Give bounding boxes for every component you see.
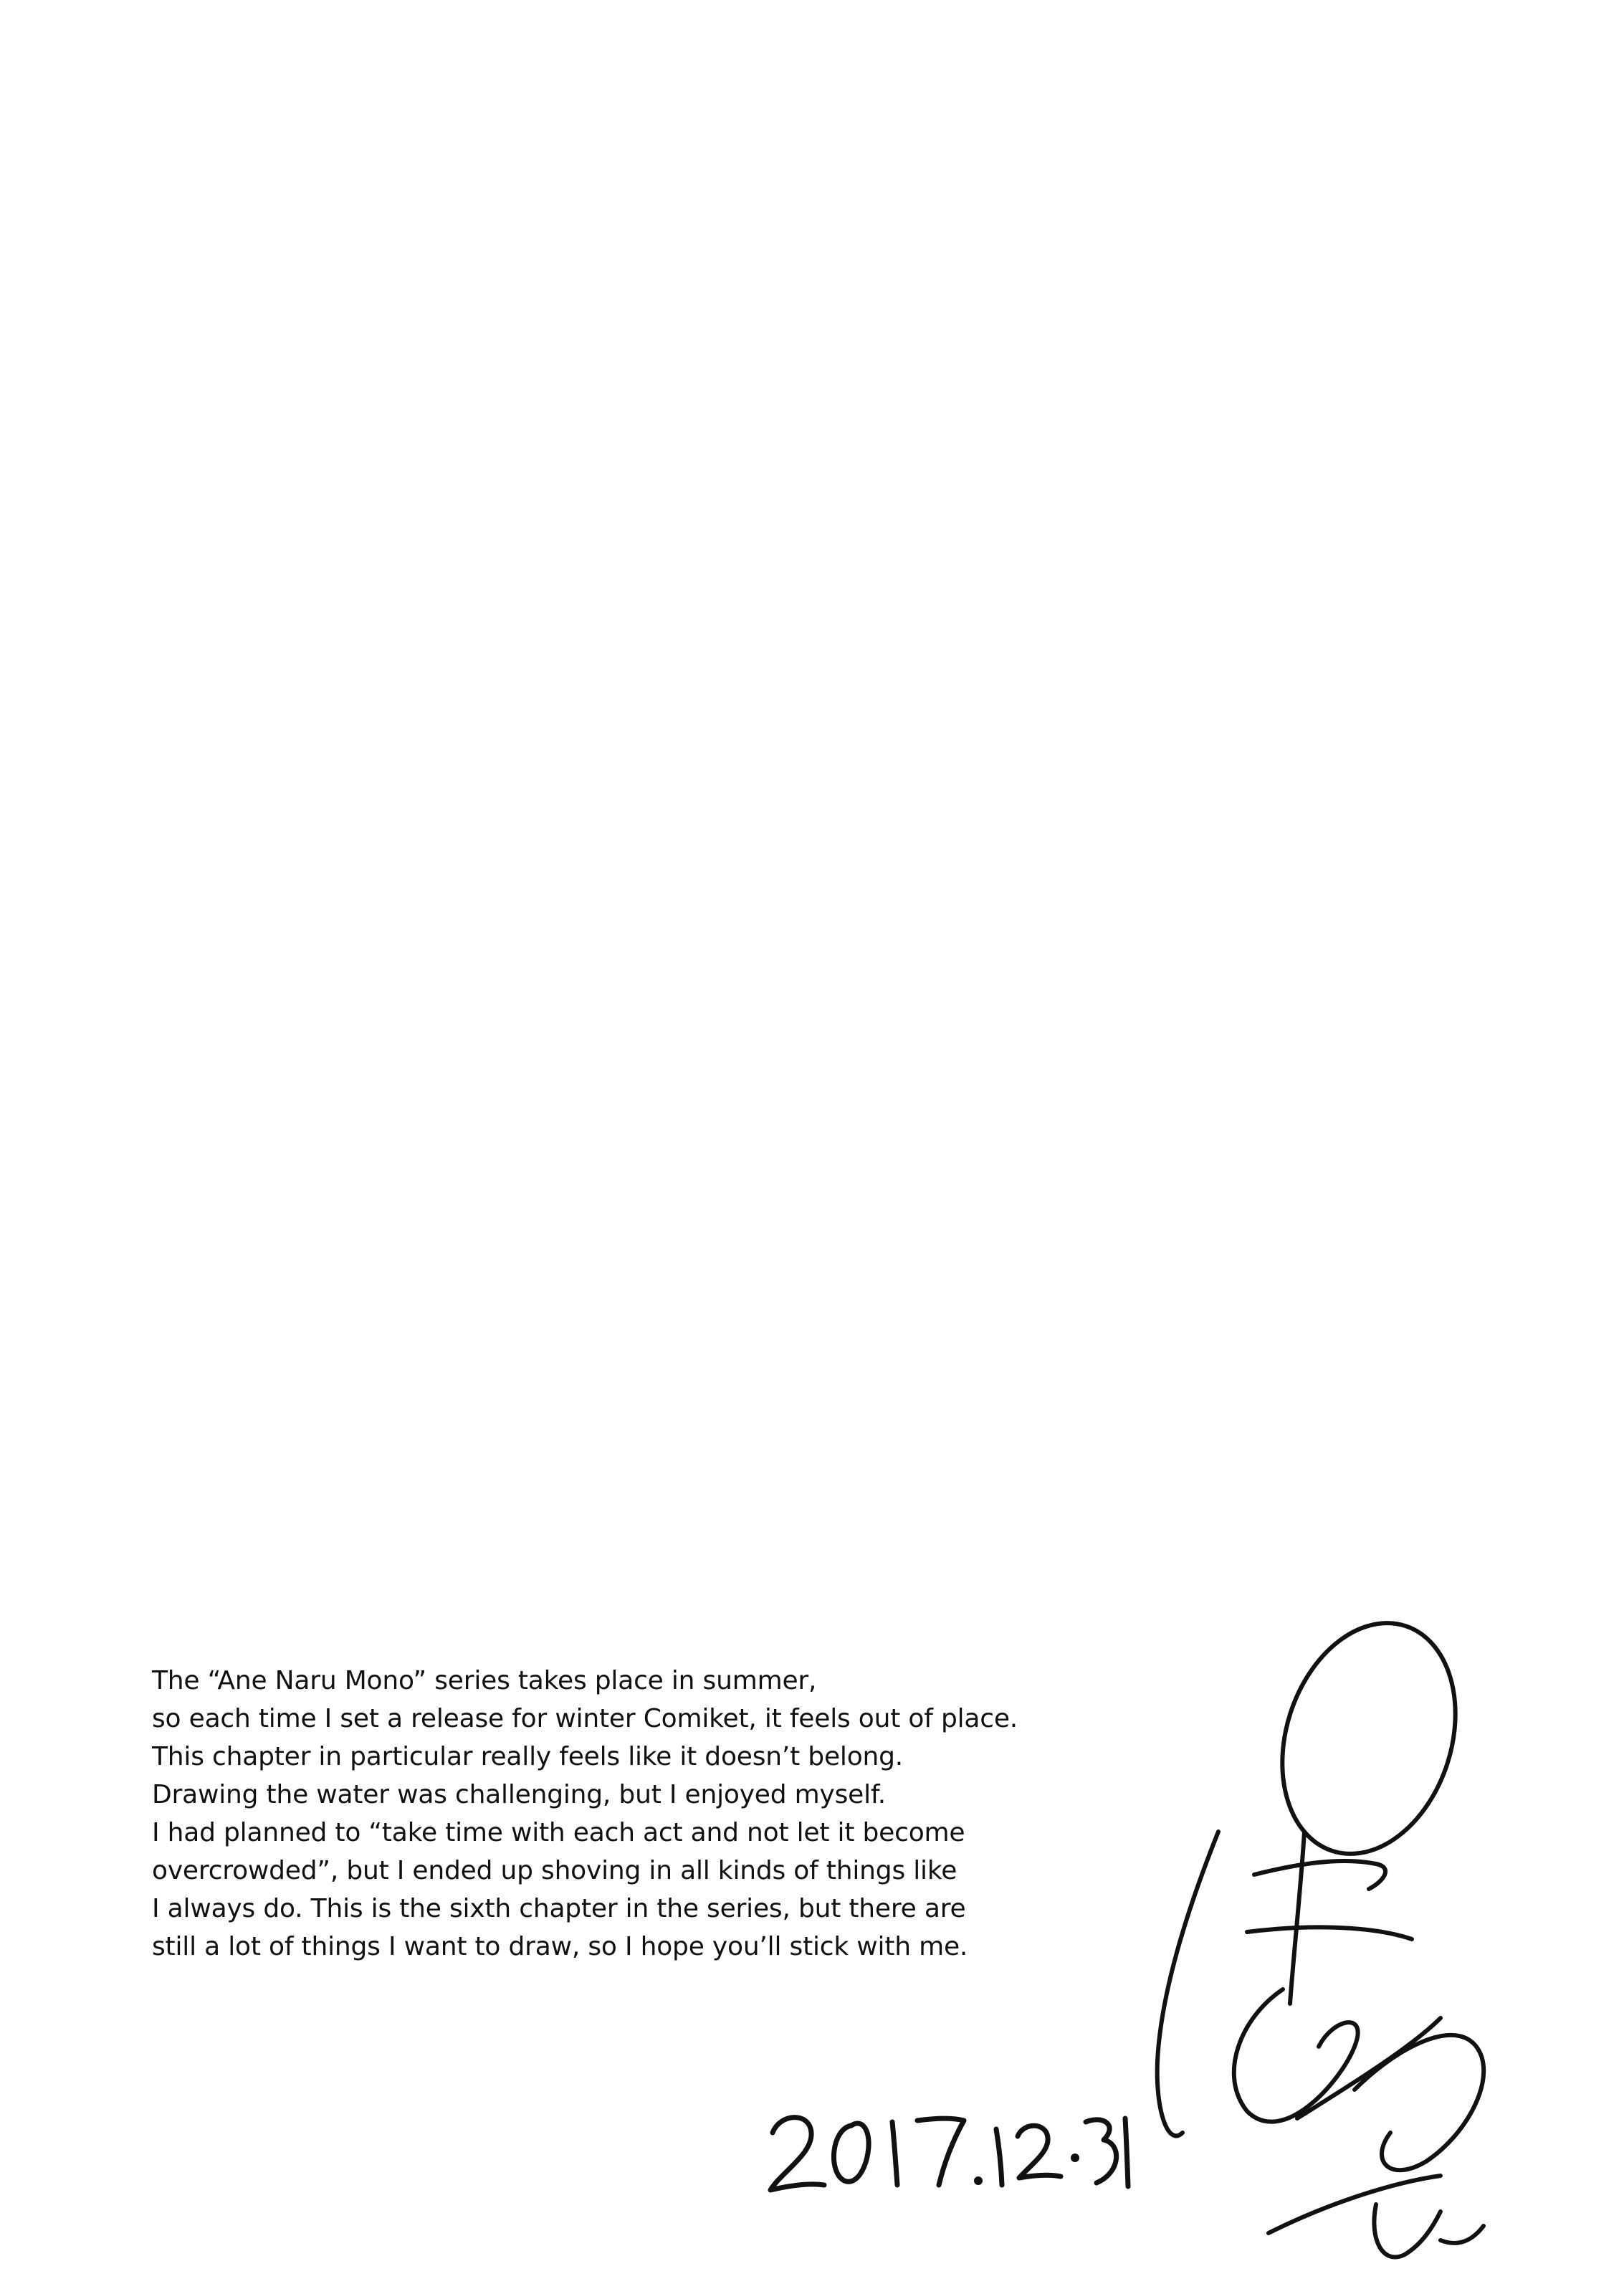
afterword-line: This chapter in particular really feels like it doesn’t belong. [152, 1742, 904, 1771]
afterword-line: so each time I set a release for winter Comiket, it feels out of place. [152, 1704, 1018, 1733]
afterword-line: overcrowded”, but I ended up shoving in all kinds of things like [152, 1856, 957, 1885]
handwritten-signature [1140, 1617, 1512, 2290]
afterword-text [152, 1662, 1155, 1966]
afterword-line: I had planned to “take time with each act and not let it become [152, 1818, 965, 1847]
afterword-line: Drawing the water was challenging, but I enjoyed myself. [152, 1780, 887, 1809]
handwritten-date [760, 2093, 1132, 2201]
afterword-line: The “Ane Naru Mono” series takes place in summer, [152, 1666, 817, 1695]
afterword-line: still a lot of things I want to draw, so I hope you’ll stick with me. [152, 1932, 968, 1961]
afterword-line: I always do. This is the sixth chapter in the series, but there are [152, 1894, 966, 1923]
